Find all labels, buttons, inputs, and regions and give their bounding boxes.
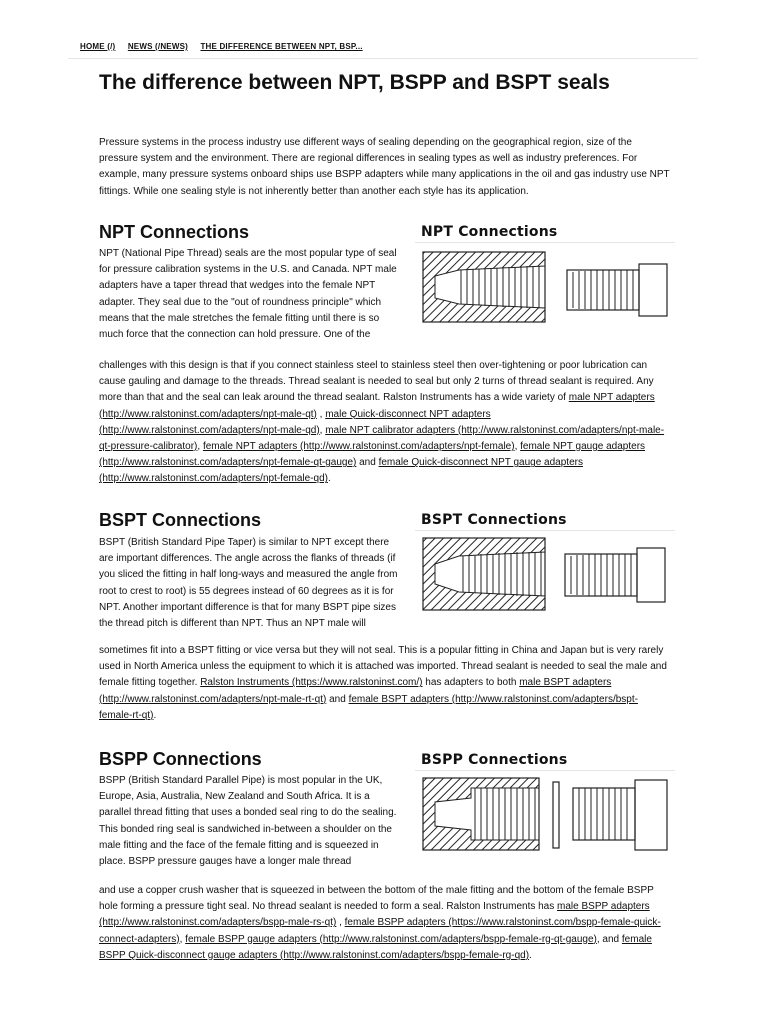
- bspt-sep2: and: [326, 693, 349, 705]
- bspt-female-threads: [463, 552, 541, 596]
- page-title: The difference between NPT, BSPP and BSPT seals: [99, 71, 610, 94]
- npt-female-gauge-link[interactable]: female NPT gauge adapters (http://www.ralstoninst.com/adapters/npt-female-qt-gauge): [99, 441, 646, 469]
- bspt-fittings-drawing: [415, 532, 675, 622]
- bspp-female-adapters-link[interactable]: female BSPP adapters (https://www.ralstoninst.com/bspp-female-quick-connect-adapters): [99, 917, 661, 945]
- breadcrumb: [80, 42, 373, 51]
- npt-connections-figure: [415, 224, 675, 334]
- npt-end: .: [327, 473, 331, 485]
- bspp-figure-title: BSPP Connections: [421, 752, 568, 768]
- npt-text-wide: challenges with this design is that if you connect stainless steel to stainless steel then over-tightening or poor lubrication can cause gauling and damage to the threads. Thread sealant is needed to seal but only 2 turns of thread sealant is required. Any more than that and the seal can leak around the thread sealant. Ralston Instruments has a wide variety of: [99, 360, 654, 404]
- bspt-text-wide: sometimes fit into a BSPT fitting or vice versa but they will not seal. This is a popular fitting in China and Japan but is very rarely used in North America unless the equipment to which it is attached was imported. Thread sealant is needed to seal the male and female fitting together.: [99, 645, 667, 689]
- bspt-sep1: has adapters to both: [422, 677, 520, 689]
- bspt-end: .: [153, 709, 157, 721]
- npt-figure-divider: [415, 242, 675, 243]
- bspp-female-gauge-link[interactable]: female BSPP gauge adapters (http://www.ralstoninst.com/adapters/bspp-female-rg-qt-gauge): [185, 933, 597, 945]
- bspp-male-adapters-link[interactable]: male BSPP adapters (http://www.ralstoninst.com/adapters/bspp-male-rs-qt): [99, 901, 650, 929]
- npt-male-adapters-link[interactable]: male NPT adapters (http://www.ralstoninst.com/adapters/npt-male-qt): [99, 392, 655, 420]
- bspp-figure-divider: [415, 770, 675, 771]
- bspt-text-narrow: BSPT (British Standard Pipe Taper) is similar to NPT except there are important differences. The angle across the flanks of threads (if you sliced the fitting in half long-ways and measured the angle from root to crest to root) is 55 degrees instead of 60 degrees as it is for NPT. Another important difference is that for many BSPT pipe sizes the thread pitch is different than NPT. Thus an NPT male will: [99, 537, 398, 630]
- bspt-ralston-link[interactable]: Ralston Instruments (https://www.ralstoninst.com/): [200, 677, 423, 689]
- bspt-heading: BSPT Connections: [99, 510, 262, 530]
- header-divider: [68, 58, 698, 59]
- bspt-female-adapters-link[interactable]: female BSPT adapters (http://www.ralstoninst.com/adapters/bspt-female-rt-qt): [99, 693, 638, 721]
- intro-paragraph: Pressure systems in the process industry use different ways of sealing depending on the geographical region, size of the pressure system and the environment. There are regional differences in sealing types as well as industry preferences. For example, many pressure systems onboard ships use BSPP adapters while many applications in the oil and gas industry use NPT fittings. While one sealing style is not inherently better than another each style has its application.: [99, 137, 670, 197]
- bspp-text-wide: and use a copper crush washer that is squeezed in between the bottom of the male fitting and the bottom of the female BSPP hole forming a pressure tight seal. No thread sealant is needed to form a seal. Ralston Instruments has: [99, 885, 654, 913]
- bspp-sep1: ,: [336, 917, 345, 929]
- npt-female-threads: [461, 266, 539, 308]
- npt-female-adapters-link[interactable]: female NPT adapters (http://www.ralstoninst.com/adapters/npt-female): [202, 441, 515, 453]
- bspp-heading: BSPP Connections: [99, 749, 262, 769]
- npt-paragraph: [99, 358, 671, 488]
- npt-heading: NPT Connections: [99, 222, 250, 242]
- npt-text-narrow: NPT (National Pipe Thread) seals are the most popular type of seal for pressure calibration systems in the U.S. and Canada. NPT male adapters have a taper thread that wedges into the female NPT adapter. They seal due to the "out of roundness principle" which means that the male stretches the female fitting until there is so much force that the connection can hold pressure. One of the: [99, 248, 397, 341]
- bspp-text-narrow: BSPP (British Standard Parallel Pipe) is most popular in the UK, Europe, Asia, Australia, New Zealand and South Africa. It is a parallel thread fitting that uses a bonded seal ring to do the sealing. This bonded ring seal is sandwiched in-between a shoulder on the male fitting and the face of the female fitting and is squeezed in place. BSPP pressure gauges have a longer male thread: [99, 775, 397, 868]
- npt-male-calibrator-link[interactable]: male NPT calibrator adapters (http://www.ralstoninst.com/adapters/npt-male-qt-pressure-calibrator): [99, 424, 665, 453]
- npt-sep3: ,: [197, 441, 203, 453]
- bspp-end: .: [529, 949, 532, 961]
- bspt-male-adapters-link[interactable]: male BSPT adapters (http://www.ralstoninst.com/adapters/npt-male-rt-qt): [99, 677, 612, 705]
- bspp-paragraph: [99, 883, 671, 964]
- npt-sep2: ,: [319, 424, 326, 436]
- bspp-connections-figure: [415, 752, 675, 862]
- npt-fittings-drawing: [415, 244, 675, 334]
- breadcrumb-news-link[interactable]: NEWS (/NEWS): [127, 42, 188, 51]
- npt-female-quick-disconnect-gauge-link[interactable]: female Quick-disconnect NPT gauge adapters (http://www.ralstoninst.com/adapters/npt-female-qd): [99, 457, 583, 485]
- bspt-paragraph: [99, 643, 671, 724]
- bspp-sep2: ,: [179, 933, 186, 945]
- bspp-seal-ring: [553, 782, 559, 848]
- breadcrumb-current-link[interactable]: THE DIFFERENCE BETWEEN NPT, BSP...: [200, 42, 363, 51]
- bspp-male-fitting: [573, 780, 667, 850]
- npt-sep1: ,: [316, 408, 326, 420]
- bspt-connections-figure: [415, 512, 675, 622]
- bspt-figure-title: BSPT Connections: [421, 512, 567, 528]
- breadcrumb-home-link[interactable]: HOME (/): [80, 42, 116, 51]
- npt-sep5: and: [356, 457, 379, 469]
- bspp-fittings-drawing: [415, 772, 675, 862]
- bspt-figure-divider: [415, 530, 675, 531]
- bspp-sep3: , and: [596, 933, 622, 945]
- npt-male-fitting: [567, 264, 667, 316]
- npt-figure-title: NPT Connections: [421, 224, 558, 240]
- npt-sep4: ,: [514, 441, 521, 453]
- bspp-female-quick-disconnect-gauge-link[interactable]: female BSPP Quick-disconnect gauge adapters (http://www.ralstoninst.com/adapters/bspp-female-rg-qd): [99, 933, 652, 961]
- bspt-male-fitting: [565, 548, 665, 602]
- npt-male-quick-disconnect-link[interactable]: male Quick-disconnect NPT adapters (http://www.ralstoninst.com/adapters/npt-male-qd): [99, 408, 491, 436]
- bspp-female-threads: [475, 788, 535, 840]
